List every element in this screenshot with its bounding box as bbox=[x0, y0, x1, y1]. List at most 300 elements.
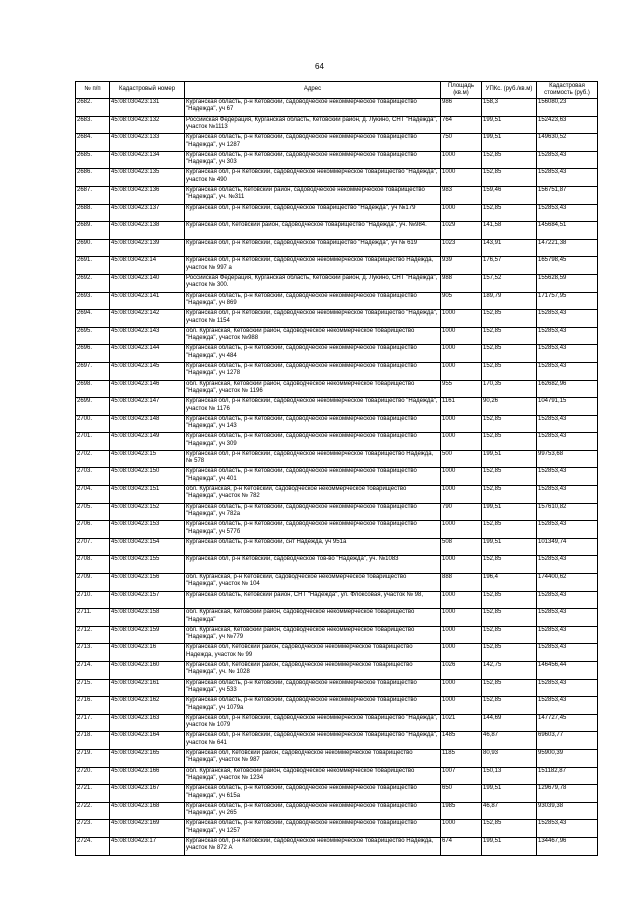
cell-area: 1000 bbox=[441, 362, 482, 380]
table-row bbox=[76, 169, 598, 187]
cell-address: Курганская область, р-н Кетовский, садоводческое некоммерческое товарищество "Надежда", уч 303 bbox=[185, 151, 441, 169]
cell-upks: 143,91 bbox=[482, 239, 537, 257]
table-header-row bbox=[76, 82, 598, 99]
cell-upks: 152,85 bbox=[482, 468, 537, 486]
cell-cadastral: 45:08:030423:14 bbox=[110, 257, 185, 275]
cell-address: обл. Курганская, р-н Кетовский, садоводческое некоммерческое товарищество "Надежда", участок № 104 bbox=[185, 574, 441, 592]
table-row bbox=[76, 837, 598, 855]
cell-cadastral: 45:08:030423:149 bbox=[110, 433, 185, 451]
table-row bbox=[76, 591, 598, 609]
cell-area: 1000 bbox=[441, 468, 482, 486]
header-area: Площадь (кв.м) bbox=[441, 82, 482, 99]
cell-cost: 152853,43 bbox=[537, 679, 598, 697]
cell-cadastral: 45:08:030423:17 bbox=[110, 837, 185, 855]
cell-num: 2718. bbox=[76, 732, 110, 750]
table-row bbox=[76, 433, 598, 451]
cell-address: обл. Курганская, Кетовский район, садоводческое некоммерческое товарищество "Надежда", уч №779 bbox=[185, 626, 441, 644]
cell-area: 674 bbox=[441, 837, 482, 855]
header-cadastral: Кадастровый номер bbox=[110, 82, 185, 99]
cell-num: 2701. bbox=[76, 433, 110, 451]
cell-num: 2698. bbox=[76, 380, 110, 398]
cell-area: 905 bbox=[441, 292, 482, 310]
cell-upks: 199,51 bbox=[482, 116, 537, 134]
cell-area: 650 bbox=[441, 785, 482, 803]
table-row bbox=[76, 345, 598, 363]
cell-cost: 156080,23 bbox=[537, 99, 598, 117]
cell-cadastral: 45:08:030423:151 bbox=[110, 486, 185, 504]
cell-cost: 145684,51 bbox=[537, 222, 598, 240]
cell-cadastral: 45:08:030423:169 bbox=[110, 820, 185, 838]
cell-area: 1000 bbox=[441, 310, 482, 328]
cell-address: Курганская область, р-н Кетовский, садоводческое некоммерческое товарищество "Надежда", уч 401 bbox=[185, 468, 441, 486]
cell-area: 988 bbox=[441, 274, 482, 292]
cell-cadastral: 45:08:030423:165 bbox=[110, 749, 185, 767]
cell-num: 2695. bbox=[76, 327, 110, 345]
cell-num: 2704. bbox=[76, 486, 110, 504]
cadastral-table bbox=[75, 81, 598, 856]
cell-area: 1000 bbox=[441, 591, 482, 609]
cell-upks: 176,57 bbox=[482, 257, 537, 275]
cell-cadastral: 45:08:030423:136 bbox=[110, 186, 185, 204]
table-row bbox=[76, 134, 598, 152]
table-row bbox=[76, 732, 598, 750]
cell-cost: 157610,82 bbox=[537, 503, 598, 521]
cell-upks: 196,4 bbox=[482, 574, 537, 592]
cell-address: Курганская обл, р-н Кетовский, садоводческое товарищество "Надежда", уч №179 bbox=[185, 204, 441, 222]
cell-num: 2700. bbox=[76, 415, 110, 433]
cell-area: 1029 bbox=[441, 222, 482, 240]
cell-cost: 152853,43 bbox=[537, 626, 598, 644]
cell-address: Курганская область, р-н Кетовский, снт Надежда, уч 951а bbox=[185, 538, 441, 556]
cell-upks: 152,85 bbox=[482, 169, 537, 187]
cell-address: Курганская обл, Кетовский район, садоводческое некоммерческое товарищество Надежда, участок № 99 bbox=[185, 644, 441, 662]
table-row bbox=[76, 380, 598, 398]
cell-area: 1000 bbox=[441, 415, 482, 433]
cell-area: 764 bbox=[441, 116, 482, 134]
cell-cost: 165798,45 bbox=[537, 257, 598, 275]
cell-area: 500 bbox=[441, 450, 482, 468]
table-row bbox=[76, 310, 598, 328]
table-row bbox=[76, 802, 598, 820]
cell-num: 2706. bbox=[76, 521, 110, 539]
cell-cadastral: 45:08:030423:148 bbox=[110, 415, 185, 433]
cell-upks: 141,58 bbox=[482, 222, 537, 240]
table-row bbox=[76, 714, 598, 732]
cell-cadastral: 45:08:030423:153 bbox=[110, 521, 185, 539]
cell-cadastral: 45:08:030423:157 bbox=[110, 591, 185, 609]
cell-area: 750 bbox=[441, 134, 482, 152]
cell-address: Курганская обл, р-н Кетовский, садоводческое некоммерческое товарищество "Надежда", участок № 1079 bbox=[185, 714, 441, 732]
cell-upks: 152,85 bbox=[482, 626, 537, 644]
cell-address: Курганская область, р-н Кетовский, садоводческое некоммерческое товарищество "Надежда", уч 1278 bbox=[185, 362, 441, 380]
cell-cost: 101349,74 bbox=[537, 538, 598, 556]
cell-cost: 152853,43 bbox=[537, 556, 598, 574]
cell-area: 1485 bbox=[441, 732, 482, 750]
cell-num: 2705. bbox=[76, 503, 110, 521]
page-number: 64 bbox=[315, 62, 324, 71]
cell-num: 2717. bbox=[76, 714, 110, 732]
cell-area: 1000 bbox=[441, 204, 482, 222]
cell-address: Курганская обл, р-н Кетовский, садоводческое некоммерческое товарищество "Надежда", участок № 490 bbox=[185, 169, 441, 187]
cell-num: 2707. bbox=[76, 538, 110, 556]
cell-area: 955 bbox=[441, 380, 482, 398]
cell-address: Курганская область, р-н Кетовский, садоводческое некоммерческое товарищество "Надежда", уч 309 bbox=[185, 433, 441, 451]
table-row bbox=[76, 468, 598, 486]
cell-cadastral: 45:08:030423:139 bbox=[110, 239, 185, 257]
cell-address: обл. Курганская, р-н Кетовский, садоводческое некоммерческое товарищество "Надежда", участок № 782 bbox=[185, 486, 441, 504]
cell-cost: 134467,96 bbox=[537, 837, 598, 855]
cell-num: 2693. bbox=[76, 292, 110, 310]
cell-cost: 152853,43 bbox=[537, 327, 598, 345]
cell-upks: 152,85 bbox=[482, 310, 537, 328]
cell-area: 888 bbox=[441, 574, 482, 592]
table-row bbox=[76, 662, 598, 680]
cell-cost: 156751,87 bbox=[537, 186, 598, 204]
cell-address: обл. Курганская, Кетовский район, садоводческое некоммерческое товарищество "Надежда", участок № 1234 bbox=[185, 767, 441, 785]
cell-cost: 104791,15 bbox=[537, 398, 598, 416]
cell-area: 1007 bbox=[441, 767, 482, 785]
cell-address: Курганская обл, р-н Кетовский, садоводческое некоммерческое товарищество "Надежда", участок № 1154 bbox=[185, 310, 441, 328]
cell-cost: 99753,68 bbox=[537, 450, 598, 468]
cell-area: 1000 bbox=[441, 626, 482, 644]
cell-cadastral: 45:08:030423:160 bbox=[110, 662, 185, 680]
cell-num: 2687. bbox=[76, 186, 110, 204]
header-num: № п/п bbox=[76, 82, 110, 99]
cell-cadastral: 45:08:030423:168 bbox=[110, 802, 185, 820]
cell-upks: 152,85 bbox=[482, 521, 537, 539]
cell-area: 1985 bbox=[441, 802, 482, 820]
cell-cost: 152853,43 bbox=[537, 697, 598, 715]
cell-upks: 90,26 bbox=[482, 398, 537, 416]
cell-num: 2713. bbox=[76, 644, 110, 662]
cell-address: Курганская обл, Кетовский район, садоводческое некоммерческое товарищество "Надежда", уч. № 1028 bbox=[185, 662, 441, 680]
cell-cadastral: 45:08:030423:166 bbox=[110, 767, 185, 785]
cell-cost: 151182,87 bbox=[537, 767, 598, 785]
table-row bbox=[76, 626, 598, 644]
cell-address: Курганская область, р-н Кетовский, садоводческое некоммерческое товарищество "Надежда", уч 577б bbox=[185, 521, 441, 539]
cell-cost: 171757,95 bbox=[537, 292, 598, 310]
cell-cost: 152853,43 bbox=[537, 362, 598, 380]
table-row bbox=[76, 785, 598, 803]
cell-num: 2682. bbox=[76, 99, 110, 117]
cell-area: 1000 bbox=[441, 327, 482, 345]
cell-area: 983 bbox=[441, 186, 482, 204]
table-row bbox=[76, 116, 598, 134]
cell-cost: 147221,38 bbox=[537, 239, 598, 257]
cell-cadastral: 45:08:030423:154 bbox=[110, 538, 185, 556]
cell-num: 2692. bbox=[76, 274, 110, 292]
cell-address: Курганская обл, Кетовский район, садоводческое некоммерческое товарищество "Надежда", участок № 987 bbox=[185, 749, 441, 767]
table-row bbox=[76, 486, 598, 504]
table-row bbox=[76, 204, 598, 222]
cell-cost: 152853,43 bbox=[537, 644, 598, 662]
table-row bbox=[76, 697, 598, 715]
cell-address: Курганская область, р-н Кетовский, садоводческое некоммерческое товарищество "Надежда", уч 782а bbox=[185, 503, 441, 521]
cell-area: 1000 bbox=[441, 433, 482, 451]
cell-cadastral: 45:08:030423:146 bbox=[110, 380, 185, 398]
cell-num: 2712. bbox=[76, 626, 110, 644]
cell-num: 2691. bbox=[76, 257, 110, 275]
cell-upks: 152,85 bbox=[482, 609, 537, 627]
table-row bbox=[76, 538, 598, 556]
cell-cadastral: 45:08:030423:134 bbox=[110, 151, 185, 169]
table-row bbox=[76, 767, 598, 785]
cell-num: 2685. bbox=[76, 151, 110, 169]
cell-cost: 146456,44 bbox=[537, 662, 598, 680]
table-row bbox=[76, 292, 598, 310]
cell-address: Курганская обл, р-н Кетовский, садоводческое некоммерческое товарищество Надежда, участок № 872 А bbox=[185, 837, 441, 855]
cell-cost: 152853,43 bbox=[537, 204, 598, 222]
cell-area: 1000 bbox=[441, 644, 482, 662]
cell-num: 2690. bbox=[76, 239, 110, 257]
cell-num: 2720. bbox=[76, 767, 110, 785]
table-row bbox=[76, 556, 598, 574]
table-row bbox=[76, 186, 598, 204]
cell-area: 939 bbox=[441, 257, 482, 275]
cell-num: 2719. bbox=[76, 749, 110, 767]
cell-num: 2696. bbox=[76, 345, 110, 363]
cell-cadastral: 45:08:030423:162 bbox=[110, 697, 185, 715]
cell-address: Курганская область, р-н Кетовский, садоводческое некоммерческое товарищество "Надежда", уч 67 bbox=[185, 99, 441, 117]
cell-area: 1000 bbox=[441, 521, 482, 539]
cell-address: Курганская обл, р-н Кетовский, садоводческое товарищество "Надежда", уч № 619 bbox=[185, 239, 441, 257]
cell-area: 1000 bbox=[441, 345, 482, 363]
cell-upks: 152,85 bbox=[482, 820, 537, 838]
header-address: Адрес bbox=[185, 82, 441, 99]
cell-cost: 152853,43 bbox=[537, 609, 598, 627]
cell-upks: 150,13 bbox=[482, 767, 537, 785]
cell-upks: 152,85 bbox=[482, 486, 537, 504]
cell-upks: 46,87 bbox=[482, 732, 537, 750]
cell-address: обл. Курганская, Кетовский район, садоводческое некоммерческое товарищество "Надежда", участок №988 bbox=[185, 327, 441, 345]
table-row bbox=[76, 239, 598, 257]
cell-cadastral: 45:08:030423:159 bbox=[110, 626, 185, 644]
cell-cadastral: 45:08:030423:140 bbox=[110, 274, 185, 292]
cell-num: 2714. bbox=[76, 662, 110, 680]
cell-upks: 159,46 bbox=[482, 186, 537, 204]
cell-upks: 80,93 bbox=[482, 749, 537, 767]
cell-area: 986 bbox=[441, 99, 482, 117]
cell-num: 2689. bbox=[76, 222, 110, 240]
cell-cost: 152853,43 bbox=[537, 169, 598, 187]
cell-cadastral: 45:08:030423:158 bbox=[110, 609, 185, 627]
cell-cadastral: 45:08:030423:138 bbox=[110, 222, 185, 240]
table-row bbox=[76, 679, 598, 697]
cell-upks: 170,35 bbox=[482, 380, 537, 398]
cell-upks: 158,3 bbox=[482, 99, 537, 117]
cell-cost: 152853,43 bbox=[537, 433, 598, 451]
cell-cost: 152853,43 bbox=[537, 468, 598, 486]
cell-upks: 142,75 bbox=[482, 662, 537, 680]
cell-area: 1185 bbox=[441, 749, 482, 767]
cell-cost: 147727,45 bbox=[537, 714, 598, 732]
cell-address: Курганская область, р-н Кетовский, садоводческое некоммерческое товарищество "Надежда", уч 1257 bbox=[185, 820, 441, 838]
cell-area: 1021 bbox=[441, 714, 482, 732]
cell-upks: 199,51 bbox=[482, 450, 537, 468]
table-row bbox=[76, 574, 598, 592]
cell-num: 2709. bbox=[76, 574, 110, 592]
cell-address: обл. Курганская, Кетовский район, садоводческое некоммерческое товарищество "Надежда", участок № 1196 bbox=[185, 380, 441, 398]
cell-cadastral: 45:08:030423:141 bbox=[110, 292, 185, 310]
cell-address: Курганская область, р-н Кетовский, садоводческое некоммерческое товарищество "Надежда", уч 1079а bbox=[185, 697, 441, 715]
cell-upks: 152,85 bbox=[482, 697, 537, 715]
table-row bbox=[76, 415, 598, 433]
cell-cadastral: 45:08:030423:155 bbox=[110, 556, 185, 574]
cell-address: Курганская область, р-н Кетовский, садоводческое некоммерческое товарищество "Надежда", уч 1287 bbox=[185, 134, 441, 152]
cell-address: Курганская обл, р-н Кетовский, садоводческое некоммерческое товарищество Надежда, участок № 997 а bbox=[185, 257, 441, 275]
table-row bbox=[76, 450, 598, 468]
cell-num: 2722. bbox=[76, 802, 110, 820]
cell-cost: 152853,43 bbox=[537, 591, 598, 609]
cell-num: 2697. bbox=[76, 362, 110, 380]
cell-cadastral: 45:08:030423:164 bbox=[110, 732, 185, 750]
cell-num: 2724. bbox=[76, 837, 110, 855]
cell-cadastral: 45:08:030423:16 bbox=[110, 644, 185, 662]
cell-cost: 152423,63 bbox=[537, 116, 598, 134]
cell-cost: 152853,43 bbox=[537, 310, 598, 328]
table-row bbox=[76, 257, 598, 275]
cell-upks: 152,85 bbox=[482, 644, 537, 662]
cell-address: обл. Курганская, Кетовский район, садоводческое некоммерческое товарищество "Надежда" bbox=[185, 609, 441, 627]
table-row bbox=[76, 398, 598, 416]
cell-cadastral: 45:08:030423:135 bbox=[110, 169, 185, 187]
cell-cost: 174400,62 bbox=[537, 574, 598, 592]
cell-area: 1000 bbox=[441, 151, 482, 169]
cell-address: Курганская обл, р-н Кетовский, садоводческое некоммерческое товарищество "Надежда", участок № 1176 bbox=[185, 398, 441, 416]
cell-area: 1000 bbox=[441, 169, 482, 187]
cell-address: Курганская область, р-н Кетовский, садоводческое некоммерческое товарищество "Надежда", уч 615а bbox=[185, 785, 441, 803]
cell-address: Курганская обл, р-н Кетовский, садоводческое тов-во "Надежда", уч. №1083 bbox=[185, 556, 441, 574]
cell-cost: 152853,43 bbox=[537, 521, 598, 539]
cell-cadastral: 45:08:030423:161 bbox=[110, 679, 185, 697]
cell-num: 2715. bbox=[76, 679, 110, 697]
cell-num: 2708. bbox=[76, 556, 110, 574]
cell-cadastral: 45:08:030423:133 bbox=[110, 134, 185, 152]
table-row bbox=[76, 362, 598, 380]
cell-upks: 157,52 bbox=[482, 274, 537, 292]
header-upks: УПКс. (руб./кв.м) bbox=[482, 82, 537, 99]
cell-num: 2688. bbox=[76, 204, 110, 222]
cell-num: 2686. bbox=[76, 169, 110, 187]
cell-cost: 152853,43 bbox=[537, 820, 598, 838]
cell-address: Курганская область, р-н Кетовский, садоводческое некоммерческое товарищество "Надежда", уч 869 bbox=[185, 292, 441, 310]
cell-cadastral: 45:08:030423:143 bbox=[110, 327, 185, 345]
cell-num: 2702. bbox=[76, 450, 110, 468]
cell-address: Курганская область, р-н Кетовский, садоводческое некоммерческое товарищество "Надежда", уч 143 bbox=[185, 415, 441, 433]
cell-area: 1000 bbox=[441, 697, 482, 715]
table-row bbox=[76, 644, 598, 662]
cell-area: 1026 bbox=[441, 662, 482, 680]
cell-cost: 152853,43 bbox=[537, 415, 598, 433]
cell-cadastral: 45:08:030423:132 bbox=[110, 116, 185, 134]
cell-num: 2684. bbox=[76, 134, 110, 152]
cell-cadastral: 45:08:030423:137 bbox=[110, 204, 185, 222]
table-row bbox=[76, 327, 598, 345]
cell-upks: 144,69 bbox=[482, 714, 537, 732]
table-row bbox=[76, 99, 598, 117]
cell-address: Курганская обл, Кетовский район, садоводческое товарищество "Надежда", уч. №984. bbox=[185, 222, 441, 240]
cell-area: 1161 bbox=[441, 398, 482, 416]
cell-upks: 152,85 bbox=[482, 151, 537, 169]
cell-num: 2711. bbox=[76, 609, 110, 627]
cell-address: Курганская область, р-н Кетовский, садоводческое некоммерческое товарищество "Надежда", уч 265 bbox=[185, 802, 441, 820]
cell-area: 1000 bbox=[441, 486, 482, 504]
cell-cadastral: 45:08:030423:15 bbox=[110, 450, 185, 468]
cell-num: 2703. bbox=[76, 468, 110, 486]
cell-area: 1000 bbox=[441, 820, 482, 838]
cell-upks: 152,85 bbox=[482, 591, 537, 609]
cell-upks: 152,85 bbox=[482, 679, 537, 697]
cell-cost: 162682,96 bbox=[537, 380, 598, 398]
cell-area: 1000 bbox=[441, 556, 482, 574]
cell-cadastral: 45:08:030423:150 bbox=[110, 468, 185, 486]
cell-upks: 152,85 bbox=[482, 556, 537, 574]
cell-area: 1000 bbox=[441, 679, 482, 697]
cell-cadastral: 45:08:030423:147 bbox=[110, 398, 185, 416]
cell-address: Российская Федерация, Курганская область, Кетовский район, д. Лукино, СНТ "Надежда", участок № 300. bbox=[185, 274, 441, 292]
cell-address: Курганская область, Кетовский район, садоводческое некоммерческое товарищество "Надежда", уч. №311 bbox=[185, 186, 441, 204]
cell-area: 1023 bbox=[441, 239, 482, 257]
cell-cost: 129679,78 bbox=[537, 785, 598, 803]
cell-upks: 199,51 bbox=[482, 134, 537, 152]
cell-upks: 152,85 bbox=[482, 362, 537, 380]
cell-cadastral: 45:08:030423:163 bbox=[110, 714, 185, 732]
cell-cost: 93039,38 bbox=[537, 802, 598, 820]
cell-cadastral: 45:08:030423:131 bbox=[110, 99, 185, 117]
cell-address: Курганская область, р-н Кетовский, садоводческое некоммерческое товарищество "Надежда", уч 484 bbox=[185, 345, 441, 363]
cell-upks: 189,79 bbox=[482, 292, 537, 310]
cell-cadastral: 45:08:030423:142 bbox=[110, 310, 185, 328]
table-row bbox=[76, 820, 598, 838]
cell-upks: 152,85 bbox=[482, 345, 537, 363]
cell-address: Курганская область, Кетовский район, СНТ "Надежда", ул. Флоксовая, участок № 98, bbox=[185, 591, 441, 609]
table-row bbox=[76, 151, 598, 169]
cell-upks: 152,85 bbox=[482, 433, 537, 451]
cell-cadastral: 45:08:030423:156 bbox=[110, 574, 185, 592]
cell-cost: 152853,43 bbox=[537, 151, 598, 169]
cell-cost: 152853,43 bbox=[537, 486, 598, 504]
table-row bbox=[76, 521, 598, 539]
cell-num: 2710. bbox=[76, 591, 110, 609]
cell-cost: 152853,43 bbox=[537, 345, 598, 363]
table-row bbox=[76, 749, 598, 767]
cell-address: Курганская область, р-н Кетовский, садоводческое некоммерческое товарищество "Надежда", уч 533 bbox=[185, 679, 441, 697]
cell-area: 790 bbox=[441, 503, 482, 521]
header-cost: Кадастровая стоимость (руб.) bbox=[537, 82, 598, 99]
cell-cost: 155628,59 bbox=[537, 274, 598, 292]
table-row bbox=[76, 274, 598, 292]
cell-cadastral: 45:08:030423:167 bbox=[110, 785, 185, 803]
cell-area: 1000 bbox=[441, 609, 482, 627]
cell-num: 2723. bbox=[76, 820, 110, 838]
table-row bbox=[76, 503, 598, 521]
cell-num: 2699. bbox=[76, 398, 110, 416]
cell-num: 2694. bbox=[76, 310, 110, 328]
cell-num: 2683. bbox=[76, 116, 110, 134]
cell-cost: 69603,77 bbox=[537, 732, 598, 750]
cell-cadastral: 45:08:030423:145 bbox=[110, 362, 185, 380]
cell-upks: 152,85 bbox=[482, 327, 537, 345]
cell-cost: 149630,52 bbox=[537, 134, 598, 152]
cell-address: Курганская обл, р-н Кетовский, садоводческое некоммерческое товарищество "Надежда", участок № 641 bbox=[185, 732, 441, 750]
cell-address: Курганская обл, р-н Кетовский, садоводческое некоммерческое товарищество Надежда, № 578 bbox=[185, 450, 441, 468]
table-row bbox=[76, 222, 598, 240]
cell-upks: 199,51 bbox=[482, 837, 537, 855]
cell-area: 508 bbox=[441, 538, 482, 556]
cell-upks: 199,51 bbox=[482, 785, 537, 803]
cell-num: 2721. bbox=[76, 785, 110, 803]
cell-upks: 199,51 bbox=[482, 538, 537, 556]
